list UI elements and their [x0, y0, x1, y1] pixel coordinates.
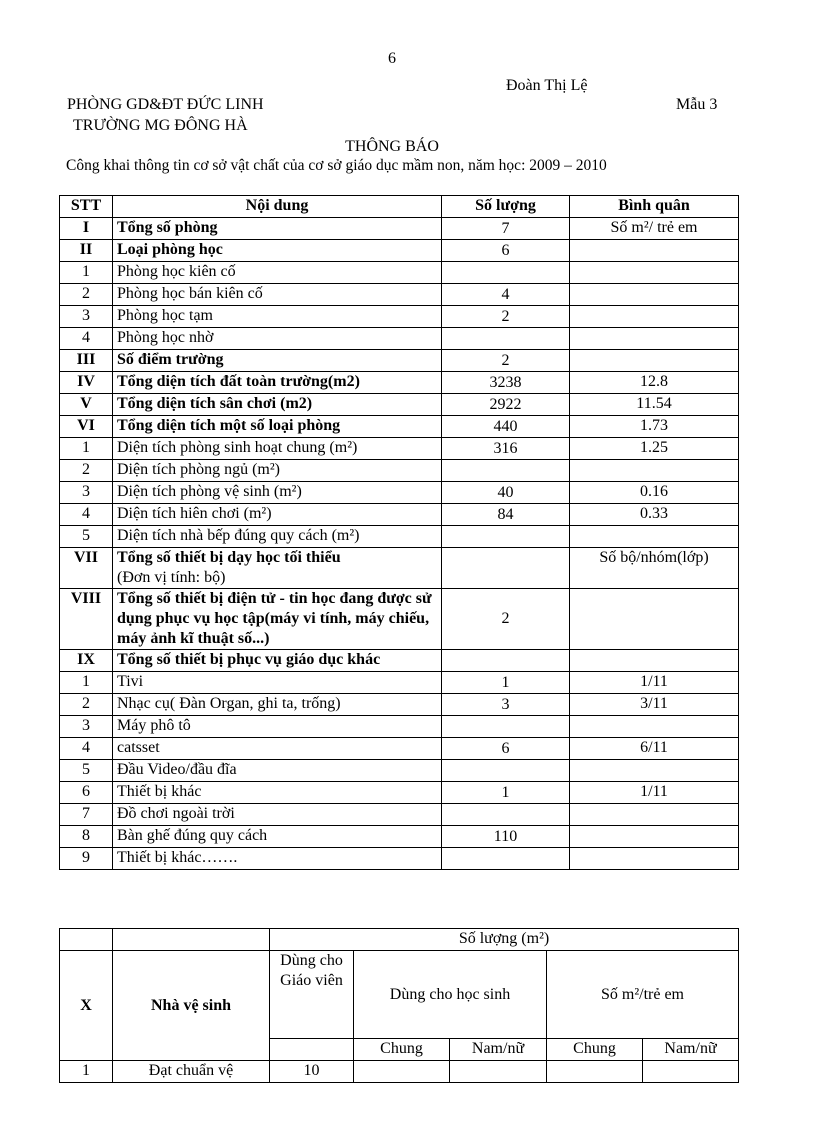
row-content: Bàn ghế đúng quy cách	[113, 826, 442, 848]
row-quantity	[442, 460, 570, 482]
row-quantity	[442, 328, 570, 350]
toilet-table	[59, 928, 739, 1083]
row-average	[570, 716, 739, 738]
row-content: Phòng học kiên cố	[113, 262, 442, 284]
row-stt: 1	[60, 672, 113, 694]
author-name: Đoàn Thị Lệ	[506, 77, 588, 94]
row-content	[113, 548, 442, 589]
document-subtitle: Công khai thông tin cơ sở vật chất của cơ sở giáo dục mầm non, năm học: 2009 – 2010	[66, 157, 607, 174]
row-stt: 3	[60, 716, 113, 738]
row-stt: 1	[60, 262, 113, 284]
table-row	[60, 650, 739, 672]
row-stt: 2	[60, 284, 113, 306]
empty-cell	[354, 1061, 450, 1083]
empty-cell	[547, 1061, 643, 1083]
facilities-table	[59, 195, 739, 870]
row-stt: II	[60, 240, 113, 262]
row-quantity: 2922	[442, 394, 570, 416]
table-row	[60, 328, 739, 350]
row-quantity: 7	[442, 218, 570, 240]
toilet-stt: X	[60, 951, 113, 1061]
row-average: 12.8	[570, 372, 739, 394]
department-name: PHÒNG GD&ĐT ĐỨC LINH	[67, 96, 264, 113]
row-content: Máy phô tô	[113, 716, 442, 738]
row-average: Số bộ/nhóm(lớp)	[570, 548, 739, 589]
table-row	[60, 848, 739, 870]
row-quantity: 3	[442, 694, 570, 716]
row-stt: 1	[60, 438, 113, 460]
row-content: Đầu Video/đầu đĩa	[113, 760, 442, 782]
table-header-row	[60, 196, 739, 218]
row-average	[570, 262, 739, 284]
row-average: 3/11	[570, 694, 739, 716]
row-quantity	[442, 650, 570, 672]
table-row	[60, 804, 739, 826]
header-average: Bình quân	[570, 196, 739, 218]
toilet-quantity-header: Số lượng (m²)	[270, 929, 739, 951]
table-row	[60, 589, 739, 650]
table-row	[60, 372, 739, 394]
table-row	[60, 504, 739, 526]
toilet-row-teacher: 10	[270, 1061, 354, 1083]
table-row	[60, 782, 739, 804]
row-content: Diện tích phòng vệ sinh (m²)	[113, 482, 442, 504]
row-average	[570, 284, 739, 306]
row-stt: 8	[60, 826, 113, 848]
row-content-sub: (Đơn vị tính: bộ)	[117, 569, 226, 586]
row-average	[570, 350, 739, 372]
table-row	[60, 694, 739, 716]
row-content-main: Tổng số thiết bị dạy học tối thiểu	[117, 549, 341, 566]
row-content: Tivi	[113, 672, 442, 694]
row-content: Tổng diện tích một số loại phòng	[113, 416, 442, 438]
row-content: Thiết bị khác…….	[113, 848, 442, 870]
row-quantity: 4	[442, 284, 570, 306]
row-average: 1.73	[570, 416, 739, 438]
row-content: Nhạc cụ( Đàn Organ, ghi ta, trống)	[113, 694, 442, 716]
table-row	[60, 738, 739, 760]
row-stt: 5	[60, 526, 113, 548]
document-title: THÔNG BÁO	[345, 138, 439, 155]
row-content: Diện tích hiên chơi (m²)	[113, 504, 442, 526]
row-stt: VII	[60, 548, 113, 589]
toilet-label: Nhà vệ sinh	[113, 951, 270, 1061]
row-quantity	[442, 760, 570, 782]
per-child-common: Chung	[547, 1039, 643, 1061]
row-average	[570, 826, 739, 848]
row-stt: 6	[60, 782, 113, 804]
empty-cell	[450, 1061, 547, 1083]
row-average: 1.25	[570, 438, 739, 460]
table-row	[60, 826, 739, 848]
toilet-row-stt: 1	[60, 1061, 113, 1083]
row-content: Đồ chơi ngoài trời	[113, 804, 442, 826]
table-row	[60, 262, 739, 284]
row-average	[570, 306, 739, 328]
row-quantity: 2	[442, 350, 570, 372]
row-content: Phòng học nhờ	[113, 328, 442, 350]
table-row	[60, 526, 739, 548]
table-row	[60, 218, 739, 240]
row-quantity: 2	[442, 589, 570, 650]
table-row	[60, 416, 739, 438]
empty-cell	[643, 1061, 739, 1083]
row-average: Số m²/ trẻ em	[570, 218, 739, 240]
table-row	[60, 716, 739, 738]
row-quantity: 3238	[442, 372, 570, 394]
row-quantity: 316	[442, 438, 570, 460]
row-average	[570, 328, 739, 350]
table-row	[60, 482, 739, 504]
row-content: Diện tích phòng sinh hoạt chung (m²)	[113, 438, 442, 460]
table-row	[60, 672, 739, 694]
table-row	[60, 760, 739, 782]
row-quantity	[442, 526, 570, 548]
row-quantity: 110	[442, 826, 570, 848]
table-row	[60, 306, 739, 328]
row-quantity: 2	[442, 306, 570, 328]
form-number: Mẫu 3	[676, 96, 718, 113]
row-quantity: 1	[442, 672, 570, 694]
row-stt: IV	[60, 372, 113, 394]
row-stt: VI	[60, 416, 113, 438]
header-quantity: Số lượng	[442, 196, 570, 218]
row-content: Tổng diện tích đất toàn trường(m2)	[113, 372, 442, 394]
row-content: Tổng số phòng	[113, 218, 442, 240]
row-average	[570, 848, 739, 870]
student-common: Chung	[354, 1039, 450, 1061]
empty-cell	[113, 929, 270, 951]
row-average	[570, 460, 739, 482]
row-quantity: 84	[442, 504, 570, 526]
teacher-column: Dùng cho Giáo viên	[270, 951, 354, 1039]
row-stt: 9	[60, 848, 113, 870]
row-quantity: 1	[442, 782, 570, 804]
row-quantity: 440	[442, 416, 570, 438]
table-row	[60, 548, 739, 589]
row-average: 0.16	[570, 482, 739, 504]
row-stt: VIII	[60, 589, 113, 650]
header-content: Nội dung	[113, 196, 442, 218]
row-content: Diện tích nhà bếp đúng quy cách (m²)	[113, 526, 442, 548]
row-average	[570, 526, 739, 548]
row-content: Thiết bị khác	[113, 782, 442, 804]
row-stt: 2	[60, 460, 113, 482]
row-content: catsset	[113, 738, 442, 760]
header-stt: STT	[60, 196, 113, 218]
student-column: Dùng cho học sinh	[354, 951, 547, 1039]
per-child-gender: Nam/nữ	[643, 1039, 739, 1061]
row-stt: 7	[60, 804, 113, 826]
table-row	[60, 394, 739, 416]
page-number: 6	[388, 50, 396, 67]
table-row	[60, 240, 739, 262]
row-stt: 3	[60, 482, 113, 504]
row-average: 11.54	[570, 394, 739, 416]
row-content: Tổng số thiết bị phục vụ giáo dục khác	[113, 650, 442, 672]
row-average	[570, 650, 739, 672]
school-name: TRƯỜNG MG ĐÔNG HÀ	[73, 117, 248, 134]
empty-cell	[60, 929, 113, 951]
toilet-row-label: Đạt chuẩn vệ	[113, 1061, 270, 1083]
row-stt: V	[60, 394, 113, 416]
per-child-column: Số m²/trẻ em	[547, 951, 739, 1039]
table-row	[60, 350, 739, 372]
row-quantity: 40	[442, 482, 570, 504]
row-average	[570, 589, 739, 650]
row-stt: I	[60, 218, 113, 240]
row-average: 6/11	[570, 738, 739, 760]
table-row	[60, 284, 739, 306]
row-quantity	[442, 262, 570, 284]
row-content: Phòng học tạm	[113, 306, 442, 328]
row-content: Diện tích phòng ngủ (m²)	[113, 460, 442, 482]
row-quantity	[442, 848, 570, 870]
row-quantity	[442, 548, 570, 589]
row-stt: 3	[60, 306, 113, 328]
row-stt: 4	[60, 328, 113, 350]
row-stt: 4	[60, 504, 113, 526]
row-stt: IX	[60, 650, 113, 672]
row-stt: III	[60, 350, 113, 372]
row-stt: 2	[60, 694, 113, 716]
row-content: Tổng diện tích sân chơi (m2)	[113, 394, 442, 416]
row-content: Tổng số thiết bị điện tử - tin học đang được sử dụng phục vụ học tập(máy vi tính, máy chiếu, máy ảnh kĩ thuật số...)	[113, 589, 442, 650]
row-average	[570, 240, 739, 262]
row-content: Loại phòng học	[113, 240, 442, 262]
row-quantity	[442, 716, 570, 738]
row-quantity: 6	[442, 738, 570, 760]
table-row	[60, 438, 739, 460]
student-gender: Nam/nữ	[450, 1039, 547, 1061]
row-average: 0.33	[570, 504, 739, 526]
row-stt: 4	[60, 738, 113, 760]
row-average	[570, 804, 739, 826]
empty-cell	[270, 1039, 354, 1061]
row-content: Phòng học bán kiên cố	[113, 284, 442, 306]
row-content: Số điểm trường	[113, 350, 442, 372]
row-quantity: 6	[442, 240, 570, 262]
row-average: 1/11	[570, 782, 739, 804]
row-stt: 5	[60, 760, 113, 782]
table-row	[60, 460, 739, 482]
row-average	[570, 760, 739, 782]
row-quantity	[442, 804, 570, 826]
row-average: 1/11	[570, 672, 739, 694]
